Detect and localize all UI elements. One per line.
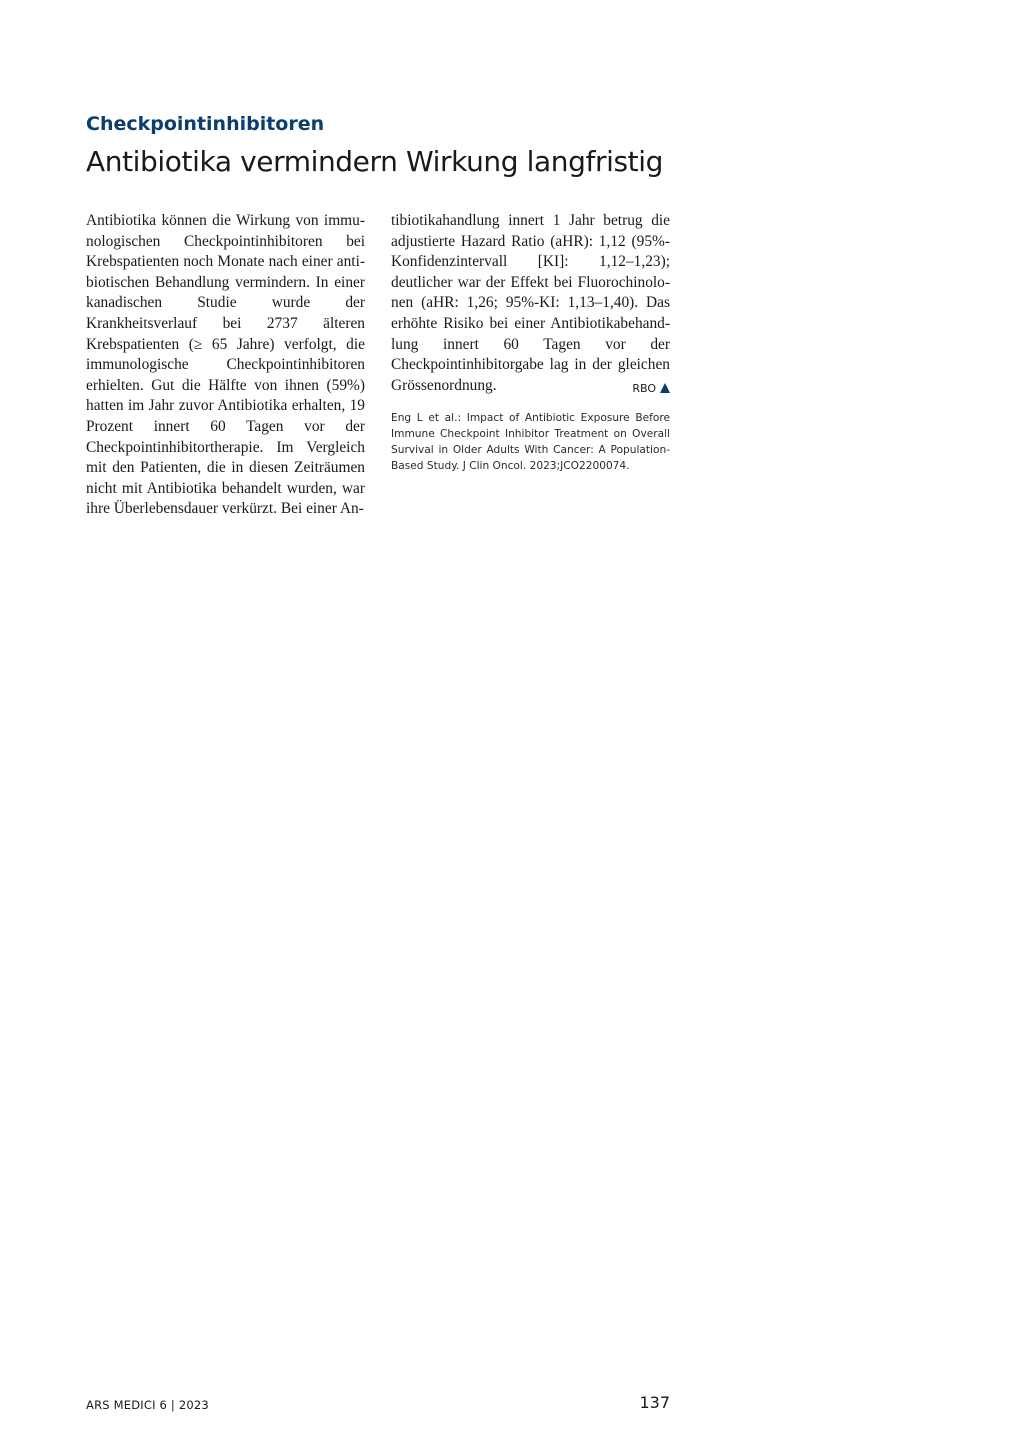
author-signature	[632, 379, 670, 400]
body-column-right	[391, 211, 670, 474]
body-paragraph-1: Antibiotika können die Wirkung von immunologischen Checkpointinhibitoren bei Krebspatienten noch Monate nach einer antibiotischen Behandlung vermindern. In einer kanadischen Studie wurde der Krankheitsverlauf bei 2737 älteren Krebspatienten (≥ 65 Jahre) verfolgt, die immunologische Checkpointinhibitoren erhielten. Gut die Hälfte von ihnen (59%) hatten im Jahr zuvor Antibiotika erhalten, 19 Prozent innert 60 Tagen vor der Checkpointinhibitortherapie. Im Vergleich mit den Patienten, die in diesen Zeiträumen nicht mit Antibiotika behandelt wurden, war ihre Überlebensdauer verkürzt. Bei einer An-	[86, 212, 365, 518]
article-title: Antibiotika vermindern Wirkung langfristig	[86, 145, 663, 178]
article-kicker: Checkpointinhibitoren	[86, 113, 325, 135]
body-paragraph-2-last: nung.	[461, 376, 497, 394]
end-triangle-icon	[660, 383, 670, 393]
body-paragraph-2	[391, 211, 670, 396]
body-paragraph-2-text: tibiotikahandlung innert 1 Jahr betrug die adjustierte Hazard Ratio (aHR): 1,12 (95%-Konfidenzintervall [KI]: 1,12–1,23); deutlicher war der Effekt bei Fluorochinolonen (aHR: 1,26; 95%-KI: 1,13–1,40). Das erhöhte Risiko bei einer Antibiotikabehandlung innert 60 Tagen vor der Checkpointinhibitorgabe lag in der gleichen Grössenord	[391, 212, 670, 394]
author-initials: RBO	[632, 381, 656, 395]
footer-journal: ARS MEDICI 6 | 2023	[86, 1398, 209, 1412]
reference-citation: Eng L et al.: Impact of Antibiotic Exposure Before Immune Checkpoint Inhibitor Treatment on Overall Survival in Older Adults With Cancer: A Population-Based Study. J Clin Oncol. 2023;JCO2200074.	[391, 412, 670, 473]
page-number: 137	[639, 1393, 670, 1412]
body-column-left	[86, 211, 365, 520]
